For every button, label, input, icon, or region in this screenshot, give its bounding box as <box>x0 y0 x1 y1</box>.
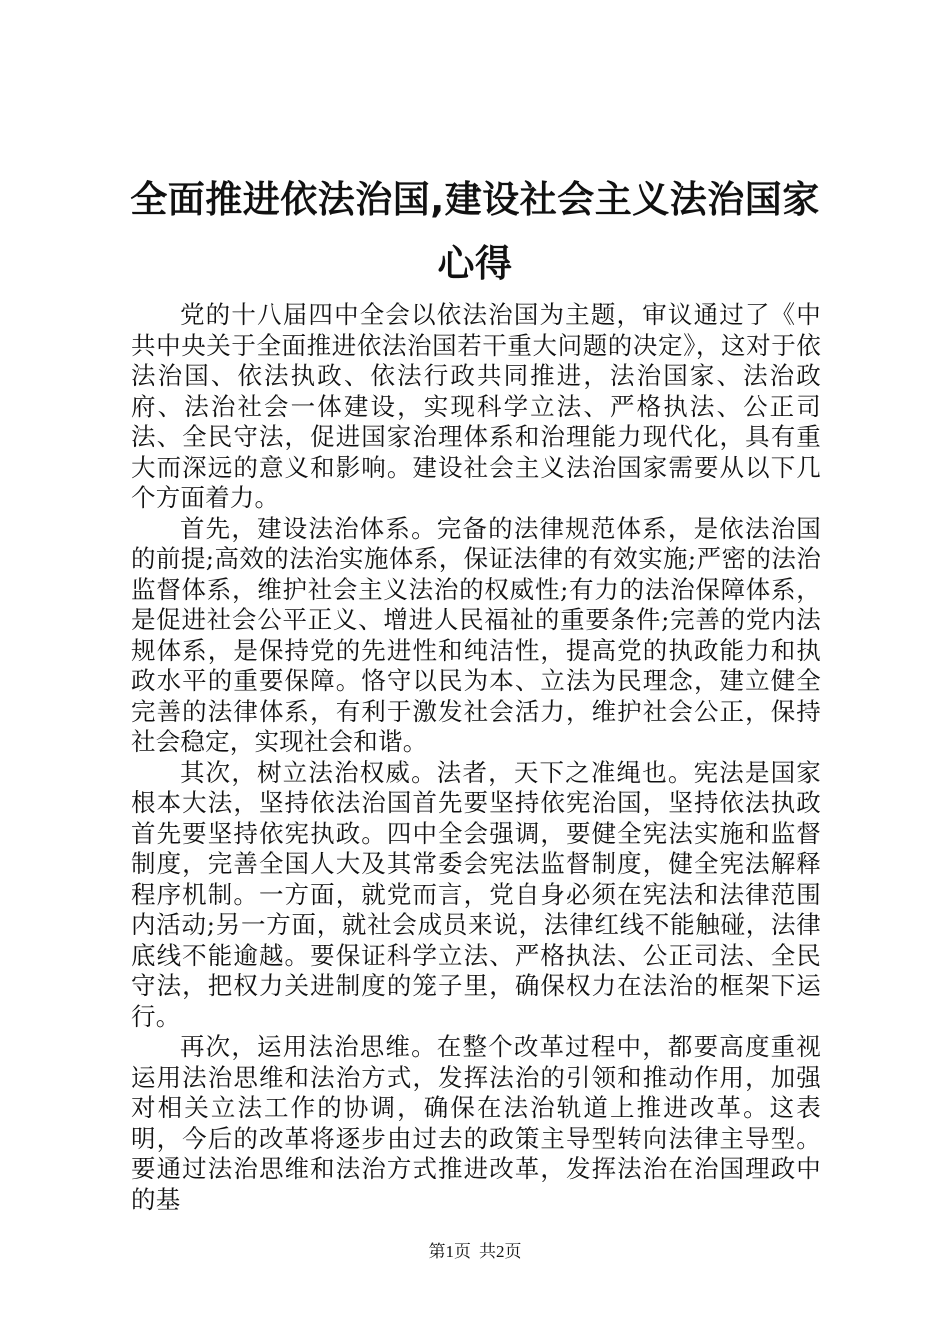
page-footer <box>0 1242 950 1262</box>
page-number: 第1页 <box>428 1242 471 1261</box>
page-total: 共2页 <box>479 1242 522 1261</box>
paragraph-third-point: 再次，运用法治思维。在整个改革过程中，都要高度重视运用法治思维和法治方式，发挥法治的引领和推动作用，加强对相关立法工作的协调，确保在法治轨道上推进改革。这表明，今后的改革将逐步由过去的政策主导型转向法律主导型。要通过法治思维和法治方式推进改革，发挥法治在治国理政中的基 <box>131 1032 821 1214</box>
paragraph-first-point: 首先，建设法治体系。完备的法律规范体系，是依法治国的前提;高效的法治实施体系，保证法律的有效实施;严密的法治监督体系，维护社会主义法治的权威性;有力的法治保障体系，是促进社会公平正义、增进人民福祉的重要条件;完善的党内法规体系，是保持党的先进性和纯洁性，提高党的执政能力和执政水平的重要保障。恪守以民为本、立法为民理念，建立健全完善的法律体系，有利于激发社会活力，维护社会公正，保持社会稳定，实现社会和谐。 <box>131 513 821 756</box>
document-body <box>131 300 821 1215</box>
document-title: 全面推进依法治国,建设社会主义法治国家心得 <box>130 178 820 285</box>
paragraph-intro: 党的十八届四中全会以依法治国为主题，审议通过了《中共中央关于全面推进依法治国若干重大问题的决定》，这对于依法治国、依法执政、依法行政共同推进，法治国家、法治政府、法治社会一体建设，实现科学立法、严格执法、公正司法、全民守法，促进国家治理体系和治理能力现代化，具有重大而深远的意义和影响。建设社会主义法治国家需要从以下几个方面着力。 <box>131 300 821 512</box>
paragraph-second-point: 其次，树立法治权威。法者，天下之准绳也。宪法是国家根本大法，坚持依法治国首先要坚持依宪治国，坚持依法执政首先要坚持依宪执政。四中全会强调，要健全宪法实施和监督制度，完善全国人大及其常委会宪法监督制度，健全宪法解释程序机制。一方面，就党而言，党自身必须在宪法和法律范围内活动;另一方面，就社会成员来说，法律红线不能触碰，法律底线不能逾越。要保证科学立法、严格执法、公正司法、全民守法，把权力关进制度的笼子里，确保权力在法治的框架下运行。 <box>131 757 821 1031</box>
